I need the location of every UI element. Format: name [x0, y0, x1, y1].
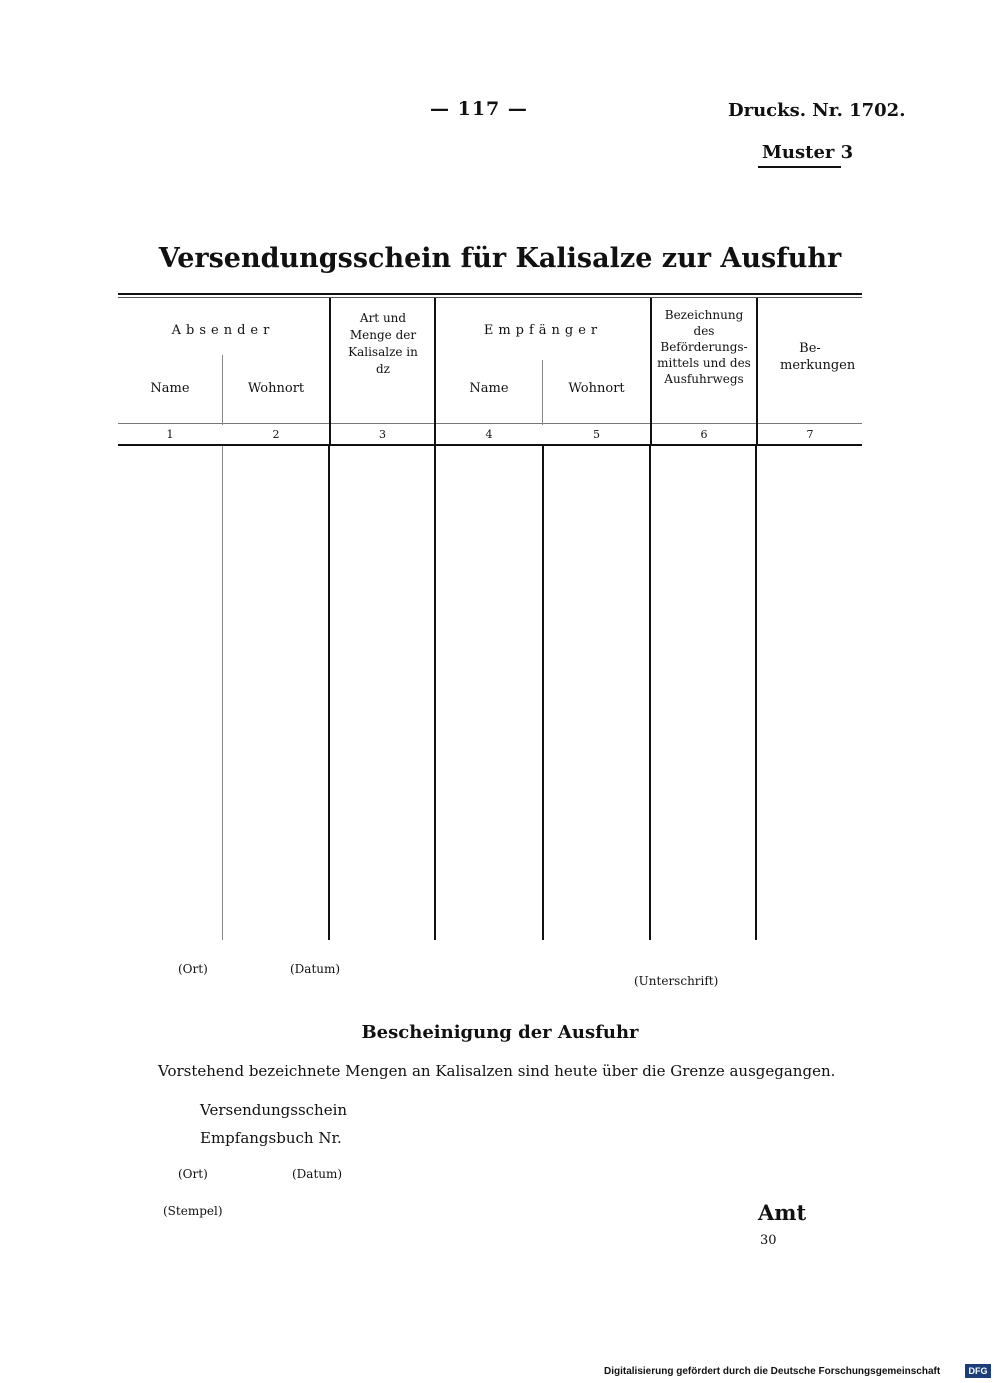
- table-top-rule: [118, 293, 862, 295]
- body-divider-4: [542, 446, 544, 940]
- column-number-5: 5: [593, 428, 600, 441]
- muster-underline: [758, 166, 841, 168]
- body-divider-3: [434, 446, 436, 940]
- dfg-logo: DFG: [965, 1364, 991, 1378]
- column-number-3: 3: [379, 428, 386, 441]
- body-divider-5: [649, 446, 651, 940]
- column-number-2: 2: [272, 428, 280, 441]
- empfangsbuch-label: Empfangsbuch Nr.: [200, 1129, 342, 1147]
- column-number-6: 6: [700, 428, 708, 441]
- table-top-rule-thin: [118, 297, 862, 298]
- amt-label: Amt: [758, 1200, 807, 1225]
- datum-label: (Datum): [290, 962, 341, 976]
- divider-col-2-3-header: [329, 298, 331, 444]
- drucksache-number: Drucks. Nr. 1702.: [728, 100, 906, 121]
- bescheinigung-datum-label: (Datum): [292, 1167, 343, 1181]
- ort-label: (Ort): [178, 962, 208, 976]
- header-empfaenger-wohnort: Wohnort: [568, 381, 625, 396]
- header-empfaenger-name: Name: [469, 381, 509, 396]
- header-art-menge: Art und Menge der Kalisalze in dz: [348, 311, 418, 376]
- bescheinigung-ort-label: (Ort): [178, 1167, 208, 1181]
- column-number-4: 4: [485, 428, 493, 441]
- versendungsschein-label: Versendungsschein: [200, 1101, 348, 1119]
- divider-col-6-7-header: [756, 298, 758, 444]
- column-number-7: 7: [806, 428, 814, 441]
- stempel-label: (Stempel): [163, 1204, 223, 1218]
- form-title: Versendungsschein für Kalisalze zur Ausfuhr: [158, 243, 842, 274]
- header-bemerkungen: Be- merkungen: [780, 341, 856, 373]
- digitalisation-credit: Digitalisierung gefördert durch die Deutsche Forschungsgemeinschaft: [604, 1366, 941, 1377]
- table-subheader-rule: [118, 423, 862, 424]
- body-divider-1: [222, 446, 223, 940]
- column-number-1: 1: [166, 428, 174, 441]
- header-absender-wohnort: Wohnort: [247, 381, 305, 396]
- header-absender: Absender: [171, 323, 275, 338]
- amt-number: 30: [760, 1233, 777, 1248]
- table-number-rule: [118, 444, 862, 446]
- header-bezeichnung: Bezeichnung des Beförderungs- mittels und des Ausfuhrwegs: [657, 308, 751, 386]
- divider-col-3-4-header: [434, 298, 436, 444]
- muster-label: Muster 3: [762, 142, 854, 163]
- page-number: — 117 —: [430, 98, 528, 120]
- body-divider-2: [328, 446, 330, 940]
- bescheinigung-title: Bescheinigung der Ausfuhr: [361, 1022, 639, 1043]
- unterschrift-label: (Unterschrift): [634, 974, 719, 988]
- header-empfaenger: Empfänger: [483, 323, 603, 338]
- bescheinigung-statement: Vorstehend bezeichnete Mengen an Kalisalzen sind heute über die Grenze ausgegangen.: [158, 1062, 836, 1080]
- body-divider-6: [755, 446, 757, 940]
- divider-col-5-6-header: [650, 298, 652, 444]
- header-absender-name: Name: [150, 381, 190, 396]
